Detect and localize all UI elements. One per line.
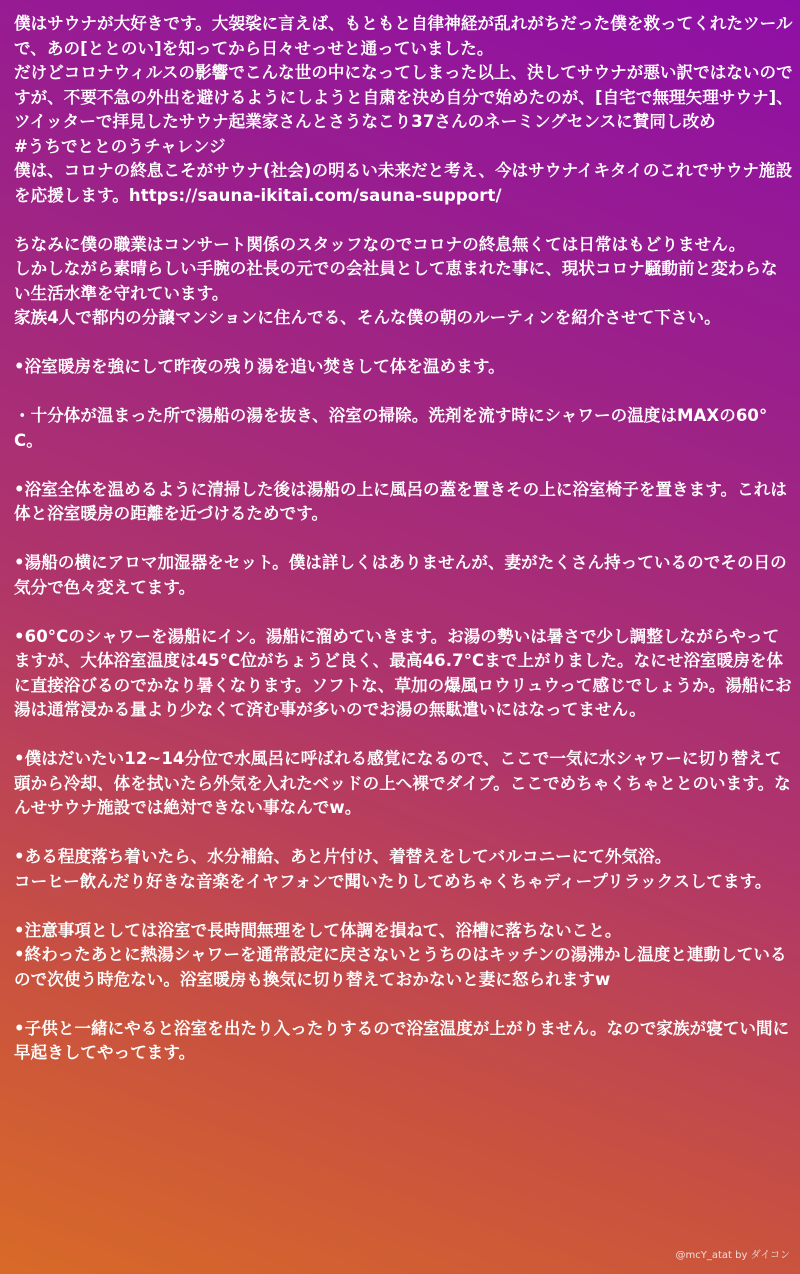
post-body-text: 僕はサウナが大好きです。大袈裟に言えば、もともと自律神経が乱れがちだった僕を救ってくれたツールで、あの[ととのい]を知ってから日々せっせと通っていました。 だけどコロナウィルスの影響でこんな世の中になってしまった以上、決してサウナが悪い訳ではないのですが、不要不急の外出を避けるようにしようと自粛を決め自分で始めたのが、[自宅で無理矢理サウナ]、ツイッターで拝見したサウナ起業家さんとさうなこり37さんのネーミングセンスに賛同し改め #うちでととのうチャレンジ 僕は、コロナの終息こそがサウナ(社会)の明るい未来だと考え、今はサウナイキタイのこれでサウナ施設を応援します。https://sauna-ikitai.com/sauna-support/ ちなみに僕の職業はコンサート関係のスタッフなのでコロナの終息無くては日常はもどりません。 しかしながら素晴らしい手腕の社長の元での会社員として恵まれた事に、現状コロナ騒動前と変わらない生活水準を守れています。 家族4人で都内の分譲マンションに住んでる、そんな僕の朝のルーティンを紹介させて下さい。 •浴室暖房を強にして昨夜の残り湯を追い焚きして体を温めます。 ・十分体が温まった所で湯船の湯を抜き、浴室の掃除。洗剤を流す時にシャワーの温度はMAXの60°C。 •浴室全体を温めるように清掃した後は湯船の上に風呂の蓋を置きその上に浴室椅子を置きます。これは体と浴室暖房の距離を近づけるためです。 •湯船の横にアロマ加湿器をセット。僕は詳しくはありませんが、妻がたくさん持っているのでその日の気分で色々変えてます。 •60°Cのシャワーを湯船にイン。湯船に溜めていきます。お湯の勢いは暑さで少し調整しながらやってますが、大体浴室温度は45°C位がちょうど良く、最高46.7°Cまで上がりました。なにせ浴室暖房を体に直接浴びるのでかなり暑くなります。ソフトな、草加の爆風ロウリュウって感じでしょうか。湯船にお湯は通常浸かる量より少なくて済む事が多いのでお湯の無駄遣いにはなってません。 •僕はだいたい12~14分位で水風呂に呼ばれる感覚になるので、ここで一気に水シャワーに切り替えて頭から冷却、体を拭いたら外気を入れたベッドの上へ裸でダイブ。ここでめちゃくちゃととのいます。なんせサウナ施設では絶対できない事なんでw。 •ある程度落ち着いたら、水分補給、あと片付け、着替えをしてバルコニーにて外気浴。 コーヒー飲んだり好きな音楽をイヤフォンで聞いたりしてめちゃくちゃディープリラックスしてます。 •注意事項としては浴室で長時間無理をして体調を損ねて、浴槽に落ちないこと。 •終わったあとに熱湯シャワーを通常設定に戻さないとうちのはキッチンの湯沸かし温度と連動しているので次使う時危ない。浴室暖房も換気に切り替えておかないと妻に怒られますw •子供と一緒にやると浴室を出たり入ったりするので浴室温度が上がりません。なので家族が寝てい間に早起きしてやってます。	[14, 14, 793, 1062]
author-credit: @mcY_atat by ダイコン	[675, 1250, 790, 1261]
